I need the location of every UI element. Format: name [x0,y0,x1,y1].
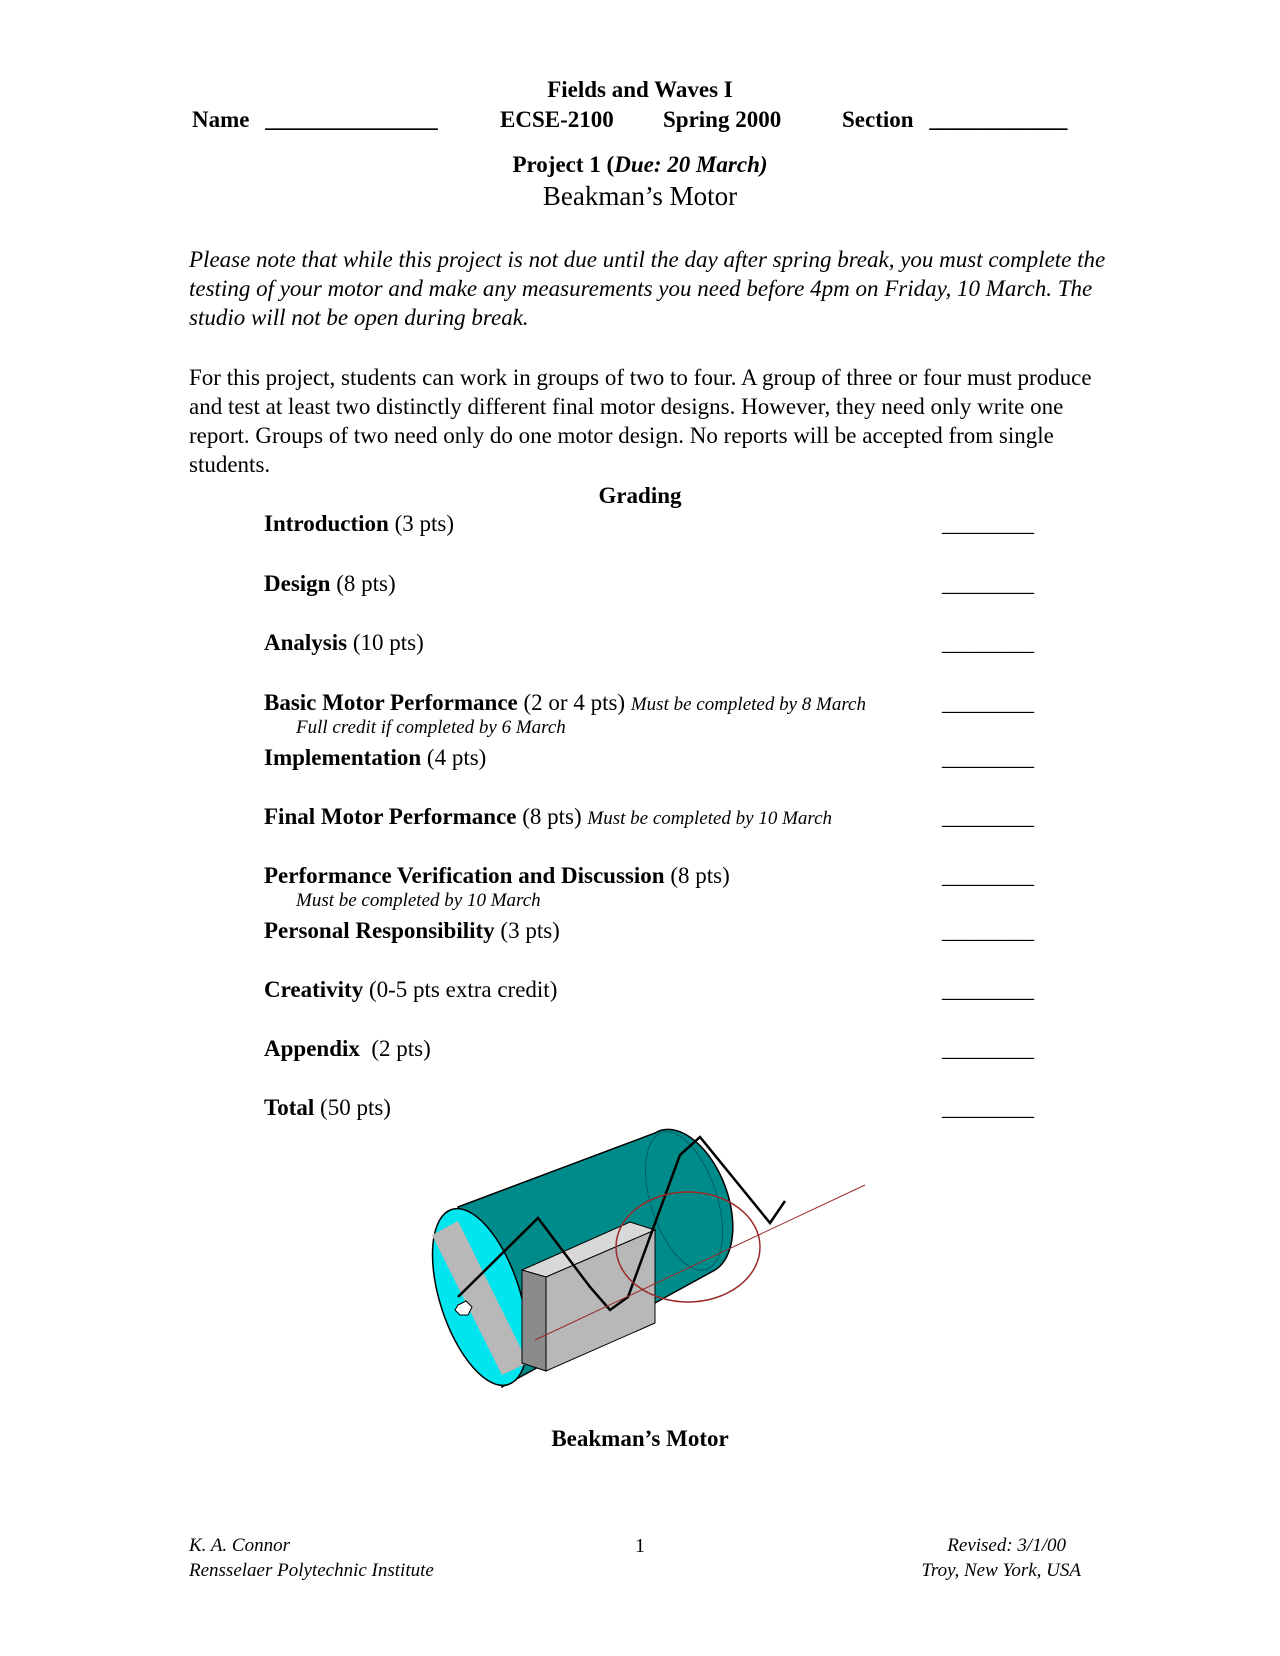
grading-item-subnote: Must be completed by 10 March [296,890,541,911]
figure-caption: Beakman’s Motor [551,1426,729,1451]
grading-score-blank[interactable]: ________ [942,1095,1034,1120]
grading-item-deadline: Must be completed by 10 March [587,808,833,829]
grading-row [264,804,832,830]
project-heading [0,152,1280,178]
footer-location: Troy, New York, USA [921,1560,1081,1581]
grading-item-deadline: Must be completed by 8 March [630,694,866,715]
grading-row [264,1095,391,1121]
grading-item-points: (4 pts) [421,745,487,770]
grading-row [264,571,396,597]
grading-score-blank[interactable]: ________ [942,745,1034,770]
groups-paragraph: For this project, students can work in groups of two to four. A group of three or four must produce and test at least two distinctly different final motor designs. However, they need only write one report. Groups of two need only do one motor design. No reports will be accepted from single students. [189,365,1092,477]
section-label: Section [842,107,914,132]
grading-item-points: (8 pts) [664,863,730,888]
grading-item-name: Personal Responsibility [264,918,495,943]
grading-item-label [264,918,560,943]
course-title: Fields and Waves I [547,77,733,102]
grading-item-label [264,690,631,715]
grading-item-name: Design [264,571,331,596]
grading-item-name: Total [264,1095,315,1120]
section-field[interactable] [842,107,1067,133]
project-label: Project 1 ( [512,152,615,177]
grading-item-label [264,804,587,829]
name-blank: _______________ [265,107,438,132]
grading-score-blank[interactable]: ________ [942,804,1034,829]
grading-row [264,918,560,944]
name-label: Name [192,107,250,132]
course-code: ECSE-2100 [500,107,614,132]
grading-row [264,630,424,656]
term: Spring 2000 [663,107,782,132]
grading-item-name: Creativity [264,977,364,1002]
grading-item-label [264,511,454,536]
grading-item-points: (2 or 4 pts) [517,690,631,715]
grading-score-blank[interactable]: ________ [942,690,1034,715]
grading-score-blank[interactable]: ________ [942,571,1034,596]
grading-row [264,1036,431,1062]
grading-score-blank[interactable]: ________ [942,918,1034,943]
grading-item-points: (50 pts) [314,1095,391,1120]
grading-item-points: (3 pts) [388,511,454,536]
grading-row [264,690,866,716]
grading-item-points: (0-5 pts extra credit) [363,977,558,1002]
grading-score-blank[interactable]: ________ [942,863,1034,888]
grading-item-label [264,863,730,888]
grading-item-name: Final Motor Performance [264,804,517,829]
grading-item-label [264,745,486,770]
grading-score-blank[interactable]: ________ [942,630,1034,655]
grading-item-name: Analysis [264,630,348,655]
footer-revised: Revised: 3/1/00 [947,1535,1066,1556]
grading-item-points: (3 pts) [494,918,560,943]
grading-row [264,863,730,889]
grading-item-label [264,1095,391,1120]
grading-row [264,511,454,537]
grading-row [264,745,486,771]
grading-item-name: Introduction [264,511,389,536]
due-date: Due: 20 March) [614,152,768,177]
grading-item-subnote: Full credit if completed by 6 March [296,717,566,738]
grading-item-points: (8 pts) [330,571,396,596]
magnet-side [522,1270,546,1371]
grading-item-label [264,571,396,596]
grading-item-name: Performance Verification and Discussion [264,863,665,888]
footer-institution: Rensselaer Polytechnic Institute [189,1560,434,1581]
grading-item-name: Appendix [264,1036,360,1061]
grading-heading: Grading [598,483,682,508]
grading-item-label [264,630,424,655]
grading-item-points: (8 pts) [516,804,588,829]
notice-paragraph: Please note that while this project is not due until the day after spring break, you must complete the testing of your motor and make any measurements you need before 4pm on Friday, 10 March. The studio will not be open during break. [189,247,1106,330]
grading-item-label [264,1036,431,1061]
footer-author: K. A. Connor [189,1535,291,1556]
grading-item-label [264,977,557,1002]
page-number: 1 [635,1535,645,1557]
grading-item-points: (10 pts) [347,630,424,655]
project-subtitle: Beakman’s Motor [542,181,738,211]
section-blank: ____________ [929,107,1068,132]
grading-item-points: (2 pts) [359,1036,431,1061]
grading-row [264,977,557,1003]
name-field[interactable] [192,107,438,133]
grading-score-blank[interactable]: ________ [942,511,1034,536]
grading-score-blank[interactable]: ________ [942,1036,1034,1061]
beakman-motor-figure [410,1125,880,1415]
grading-item-name: Basic Motor Performance [264,690,518,715]
grading-score-blank[interactable]: ________ [942,977,1034,1002]
grading-item-name: Implementation [264,745,422,770]
